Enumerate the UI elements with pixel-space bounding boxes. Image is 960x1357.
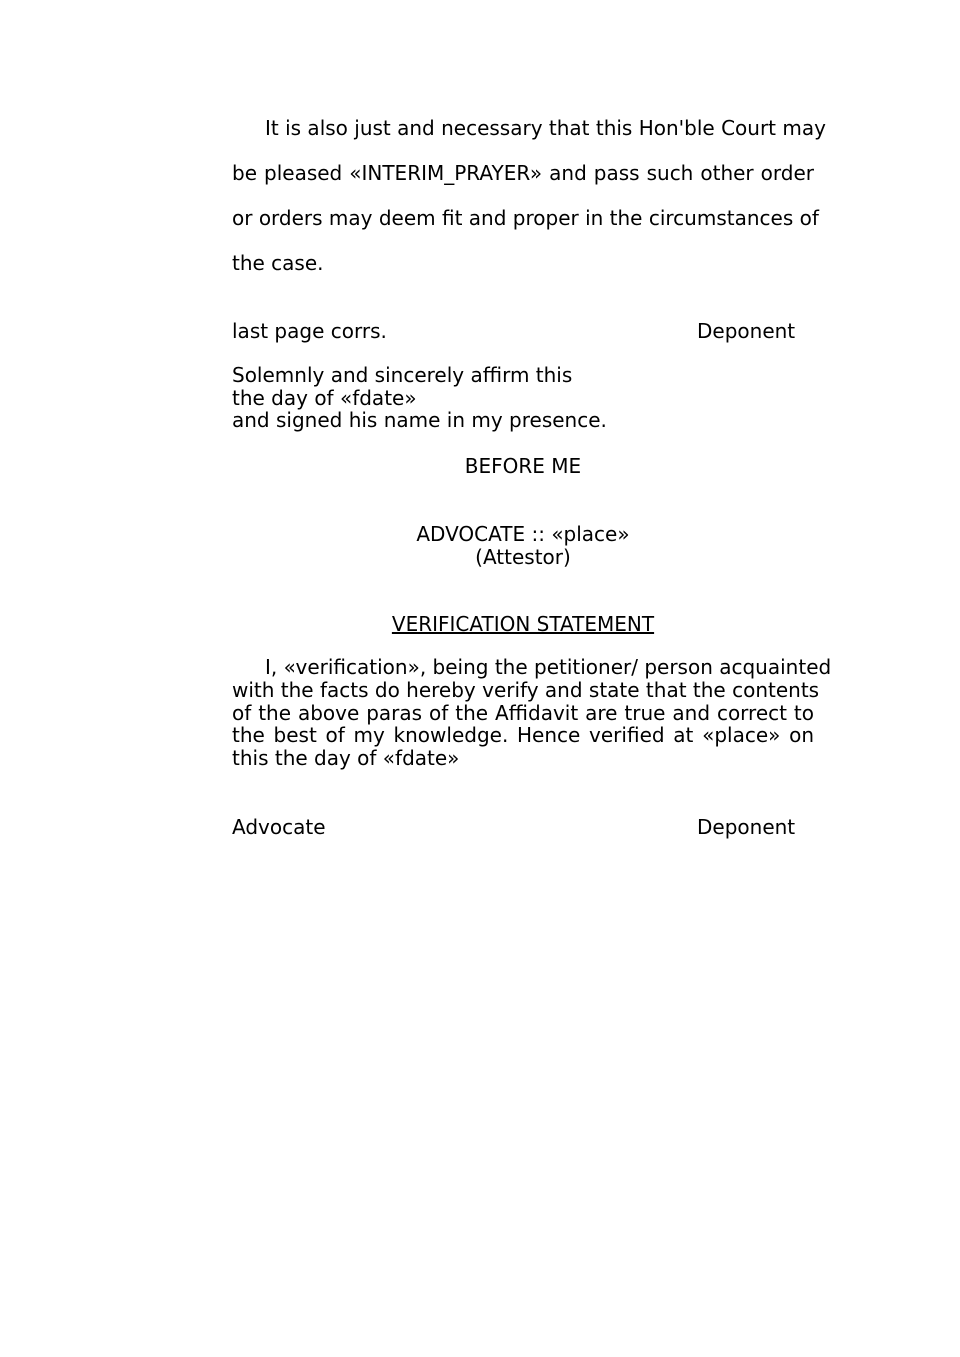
before-me-label: BEFORE ME <box>464 454 582 478</box>
deponent-label: Deponent <box>697 319 796 343</box>
verification-line: the best of my knowledge. Hence verified at «place» on <box>232 723 814 748</box>
affirmation-line: and signed his name in my presence. <box>232 408 607 432</box>
verification-heading <box>232 612 814 636</box>
verification-line: with the facts do hereby verify and state that the contents <box>232 677 820 702</box>
last-page-corrs-label: last page corrs. <box>232 319 387 343</box>
verification-line: I, «verification», being the petitioner/ person acquainted <box>265 655 832 679</box>
affirmation-line: Solemnly and sincerely affirm this <box>232 363 573 387</box>
verification-line: this the day of «fdate» <box>232 746 460 770</box>
affirmation-block <box>232 364 607 432</box>
prayer-line: the case. <box>232 251 324 275</box>
document-page <box>232 0 832 1357</box>
verification-heading-text: VERIFICATION STATEMENT <box>391 612 655 636</box>
attestor-label: (Attestor) <box>475 545 571 569</box>
advocate-label: Advocate <box>232 815 326 839</box>
deponent-label: Deponent <box>697 815 796 839</box>
prayer-line: be pleased «INTERIM_PRAYER» and pass such other order <box>232 161 814 185</box>
prayer-line: or orders may deem fit and proper in the circumstances of <box>232 206 819 230</box>
attestor-advocate-line: ADVOCATE :: «place» <box>416 522 630 546</box>
verification-paragraph <box>232 655 832 770</box>
prayer-line: It is also just and necessary that this Hon'ble Court may <box>265 116 826 140</box>
affirmation-line: the day of «fdate» <box>232 385 417 410</box>
verification-line: of the above paras of the Affidavit are true and correct to <box>232 700 814 725</box>
